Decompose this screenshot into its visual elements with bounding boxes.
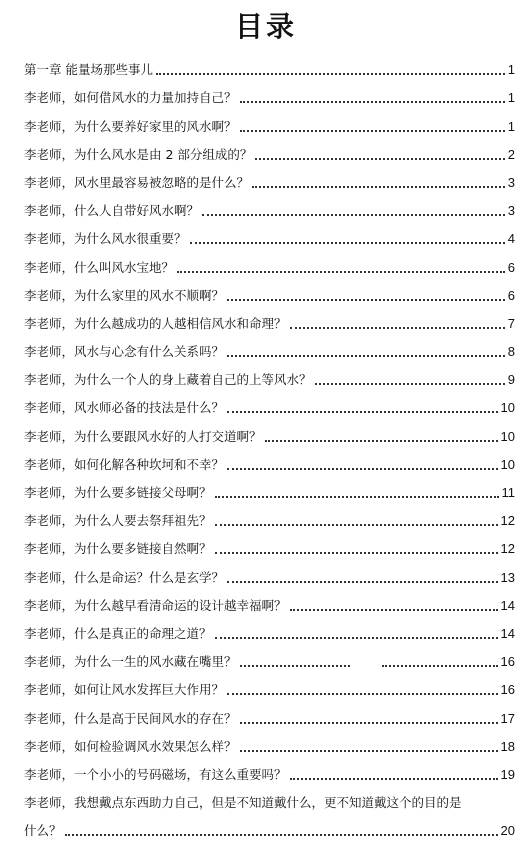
dot-leader: [190, 241, 505, 244]
dot-leader: [227, 692, 498, 695]
toc-entry-title: 李老师，为什么要多链接自然啊？: [24, 541, 212, 557]
dot-leader: [240, 129, 505, 132]
toc-entry-page: 6: [507, 287, 515, 303]
toc-entry-page: 16: [500, 682, 515, 698]
toc-entry[interactable]: [24, 755, 515, 783]
toc-entry[interactable]: [24, 501, 515, 529]
toc-entry-page: 3: [507, 174, 515, 190]
dot-leader: [156, 72, 505, 75]
toc-entry-page: 1: [507, 62, 515, 78]
dot-leader: [227, 354, 505, 357]
page-title: 目录: [234, 10, 297, 43]
toc-entry-title: 李老师，如何检验调风水效果怎么样？: [24, 738, 237, 754]
dot-leader: [290, 777, 498, 780]
toc-entry[interactable]: [24, 106, 515, 134]
toc-entry-page: 1: [507, 90, 515, 106]
toc-entry-title: 李老师，为什么要养好家里的风水啊？: [24, 118, 237, 134]
dot-leader: [382, 664, 498, 667]
toc-entry-title: 李老师，如何让风水发挥巨大作用？: [24, 682, 225, 698]
toc-entry[interactable]: [24, 642, 515, 670]
toc-entry[interactable]: [24, 811, 515, 839]
toc-entry-title: 李老师，为什么越成功的人越相信风水和命理？: [24, 315, 287, 331]
toc-entry[interactable]: [24, 614, 515, 642]
dot-leader: [177, 270, 505, 273]
toc-entry-title: 李老师，什么是高于民间风水的存在？: [24, 710, 237, 726]
toc-entry[interactable]: [24, 388, 515, 416]
toc-entry[interactable]: [24, 727, 515, 755]
toc-entry-page: 12: [500, 513, 515, 529]
toc-entry-title: 李老师，风水与心念有什么关系吗？: [24, 344, 225, 360]
dot-leader: [290, 608, 498, 611]
dot-leader: [290, 326, 505, 329]
toc-entry-title: 李老师，为什么要跟风水好的人打交道啊？: [24, 428, 262, 444]
toc-entry-title: 李老师，为什么人要去祭拜祖先？: [24, 513, 212, 529]
toc-entry[interactable]: [24, 416, 515, 444]
toc-entry-title: 李老师，为什么一个人的身上藏着自己的上等风水？: [24, 372, 312, 388]
toc-entry-page: 3: [507, 203, 515, 219]
toc-entry-title: 李老师，为什么风水是由 2 部分组成的？: [24, 146, 253, 162]
toc-entry-page: 6: [507, 259, 515, 275]
toc-entry-page: 10: [500, 456, 515, 472]
toc-entry-page: 8: [507, 344, 515, 360]
toc-list: [24, 50, 515, 839]
toc-entry-title: 李老师，风水里最容易被忽略的是什么？: [24, 174, 250, 190]
toc-entry-page: 13: [500, 569, 515, 585]
toc-entry-page: 20: [500, 823, 515, 839]
toc-entry[interactable]: [24, 557, 515, 585]
toc-entry-page: 14: [500, 625, 515, 641]
toc-entry[interactable]: [24, 163, 515, 191]
toc-entry-title: 李老师，什么是命运？什么是玄学？: [24, 569, 225, 585]
dot-leader: [227, 580, 498, 583]
dot-leader: [215, 551, 498, 554]
toc-entry-page: 11: [501, 485, 515, 500]
toc-entry[interactable]: [24, 276, 515, 304]
toc-entry-page: 18: [500, 738, 515, 754]
dot-leader: [65, 833, 498, 836]
toc-entry[interactable]: [24, 191, 515, 219]
toc-entry-title: 李老师，为什么家里的风水不顺啊？: [24, 287, 225, 303]
toc-entry-title: 李老师，为什么要多链接父母啊？: [24, 485, 212, 500]
dot-leader: [227, 298, 505, 301]
dot-leader: [215, 636, 498, 639]
dot-leader: [315, 382, 505, 385]
toc-entry-title: 李老师，为什么一生的风水藏在嘴里？: [24, 654, 237, 670]
dot-leader: [240, 721, 498, 724]
toc-entry-page: 12: [500, 541, 515, 557]
toc-entry[interactable]: [24, 219, 515, 247]
toc-entry-page: 19: [500, 766, 515, 782]
toc-entry-page: 17: [500, 710, 515, 726]
toc-entry[interactable]: [24, 473, 515, 501]
toc-entry[interactable]: [24, 529, 515, 557]
toc-entry-page: 1: [507, 118, 515, 134]
toc-entry-title: 李老师，风水师必备的技法是什么？: [24, 400, 225, 416]
dot-leader: [227, 410, 498, 413]
toc-entry[interactable]: [24, 586, 515, 614]
toc-entry[interactable]: [24, 135, 515, 163]
toc-entry-page: 10: [500, 400, 515, 416]
toc-entry-page: 7: [507, 315, 515, 331]
toc-entry-title: 李老师，我想戴点东西助力自己，但是不知道戴什么，更不知道戴这个的目的是: [24, 795, 462, 811]
toc-entry[interactable]: [24, 247, 515, 275]
toc-entry-page: 9: [507, 372, 515, 388]
toc-entry-title: 李老师，什么叫风水宝地？: [24, 259, 175, 275]
toc-entry-page: 10: [500, 428, 515, 444]
dot-leader: [240, 749, 498, 752]
toc-entry[interactable]: [24, 332, 515, 360]
toc-entry-title: 什么？: [24, 823, 62, 839]
toc-entry-title: 李老师，什么人自带好风水啊？: [24, 203, 200, 219]
dot-leader: [252, 185, 505, 188]
toc-entry[interactable]: [24, 445, 515, 473]
toc-entry[interactable]: [24, 50, 515, 78]
toc-entry-title: 李老师，一个小小的号码磁场，有这么重要吗？: [24, 766, 287, 782]
toc-entry-title: 李老师，为什么越早看清命运的设计越幸福啊？: [24, 597, 287, 613]
dot-leader: [215, 495, 499, 498]
toc-entry-page: 14: [500, 597, 515, 613]
toc-entry[interactable]: [24, 304, 515, 332]
toc-entry[interactable]: [24, 698, 515, 726]
toc-entry[interactable]: [24, 360, 515, 388]
dot-leader: [227, 467, 498, 470]
dot-leader: [240, 100, 505, 103]
toc-entry[interactable]: [24, 783, 515, 811]
dot-leader: [202, 213, 505, 216]
toc-entry-title: 李老师，为什么风水很重要？: [24, 231, 187, 247]
toc-entry[interactable]: [24, 670, 515, 698]
dot-leader: [215, 523, 498, 526]
toc-entry-page: 2: [507, 146, 515, 162]
dot-leader: [240, 664, 350, 667]
dot-leader: [255, 157, 504, 160]
toc-entry-title: 李老师，如何借风水的力量加持自己？: [24, 90, 237, 106]
dot-leader: [265, 439, 498, 442]
toc-entry-title: 李老师，如何化解各种坎坷和不幸？: [24, 456, 225, 472]
toc-entry-page: 16: [500, 654, 515, 670]
toc-entry[interactable]: [24, 78, 515, 106]
toc-entry-title: 第一章 能量场那些事儿: [24, 62, 153, 78]
toc-entry-title: 李老师，什么是真正的命理之道？: [24, 625, 212, 641]
toc-entry-page: 4: [507, 231, 515, 247]
